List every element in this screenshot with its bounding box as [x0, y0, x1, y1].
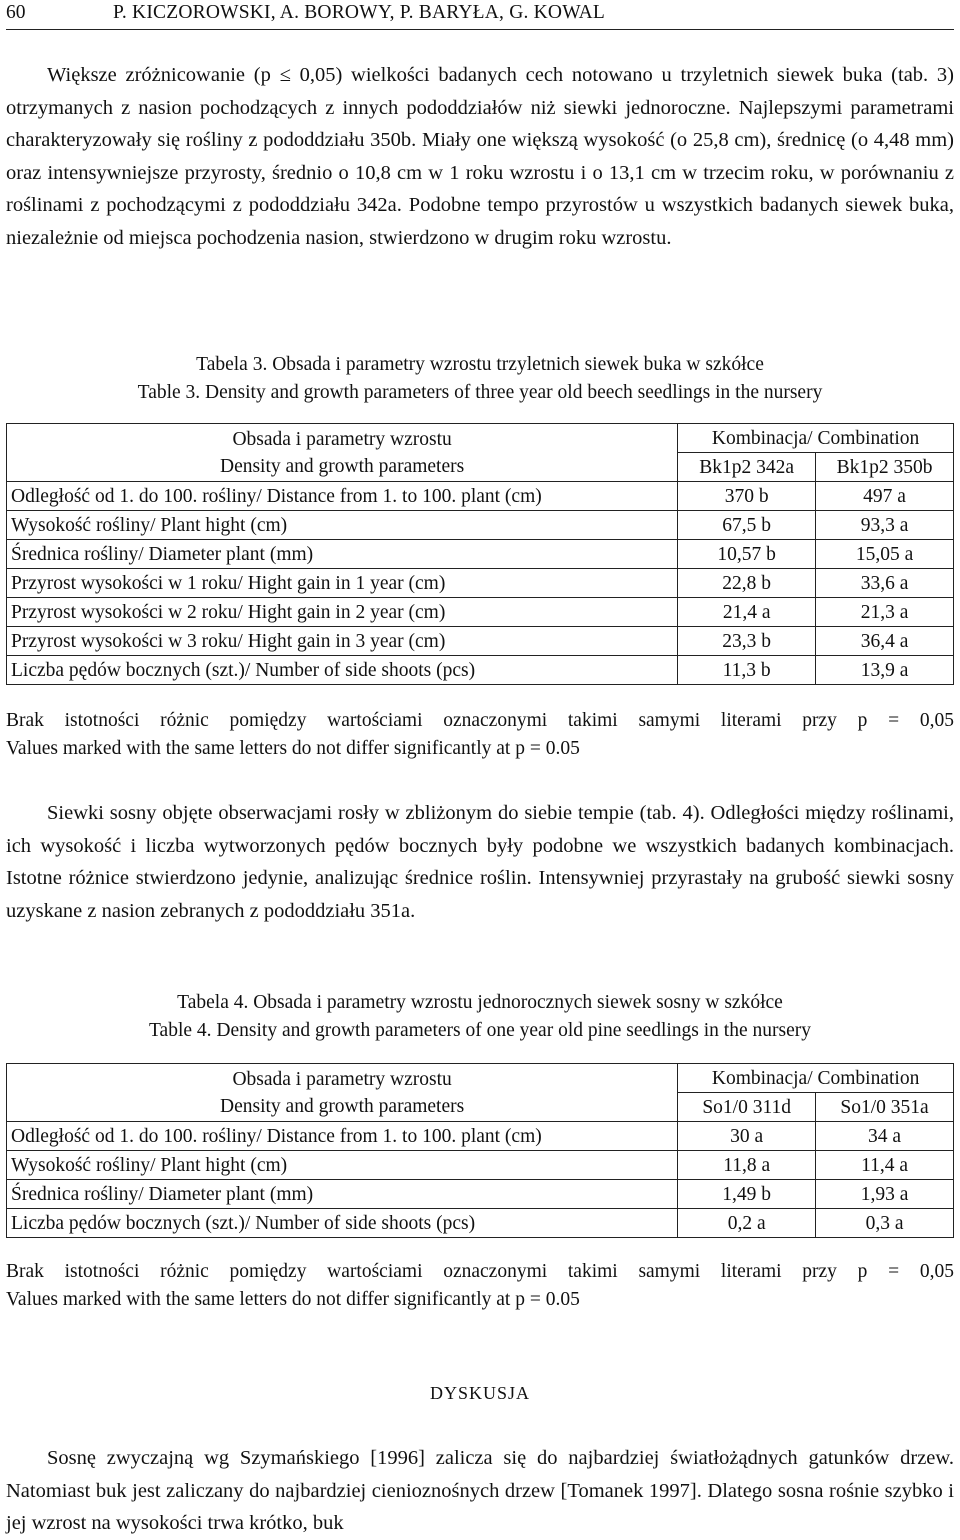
- table-row: [7, 1209, 954, 1238]
- paragraph-discussion: Sosnę zwyczajną wg Szymańskiego [1996] zalicza się do najbardziej światłożądnych gatunków drzew. Natomiast buk jest zaliczany do najbardziej cienioznośnych drzew [Tomanek 1997]. Dlatego sosna rośnie szybko i jej wzrost na wysokości trwa krótko, buk: [6, 1447, 954, 1535]
- cell-value: 13,9 a: [816, 656, 954, 685]
- section-heading: DYSKUSJA: [429, 1383, 531, 1403]
- table3-param-header-en: Density and growth parameters: [219, 455, 465, 477]
- table-row: [7, 511, 954, 540]
- cell-value: 0,2 a: [678, 1209, 816, 1238]
- paragraph-pine-results: Siewki sosny objęte obserwacjami rosły w zbliżonym do siebie tempie (tab. 4). Odległości między roślinami, ich wysokość i liczba wytworzonych pędów bocznych były podobne we wszystkich badanych kombinacjach. Istotne różnice stwierdzono jedynie, analizując średnice roślin. Intensywniej przyrastały na grubość siewki sosny uzyskane z nasion zebranych z pododdziału 351a.: [6, 802, 954, 922]
- table4-caption-pl: Tabela 4. Obsada i parametry wzrostu jednorocznych siewek sosny w szkółce: [177, 992, 783, 1013]
- table4-combination-header: Kombinacja/ Combination: [678, 1064, 954, 1093]
- cell-value: 30 a: [678, 1122, 816, 1151]
- cell-value: 11,3 b: [678, 656, 816, 685]
- table-row: [7, 540, 954, 569]
- table-row: [7, 1122, 954, 1151]
- table-row: [7, 1180, 954, 1209]
- row-label: Wysokość rośliny/ Plant hight (cm): [7, 511, 678, 540]
- row-label: Średnica rośliny/ Diameter plant (mm): [7, 1180, 678, 1209]
- cell-value: 93,3 a: [816, 511, 954, 540]
- row-label: Przyrost wysokości w 3 roku/ Hight gain in 3 year (cm): [7, 627, 678, 656]
- row-label: Odległość od 1. do 100. rośliny/ Distance from 1. to 100. plant (cm): [7, 1122, 678, 1151]
- table3-col-header: Bk1p2 350b: [816, 453, 954, 482]
- table4-col-header: So1/0 351a: [816, 1093, 954, 1122]
- row-label: Średnica rośliny/ Diameter plant (mm): [7, 540, 678, 569]
- table-row: [7, 598, 954, 627]
- table-row: [7, 656, 954, 685]
- cell-value: 67,5 b: [678, 511, 816, 540]
- table4-param-header: [7, 1064, 678, 1122]
- table4-footnote: [6, 1258, 954, 1314]
- table3-footnote-en: Values marked with the same letters do not differ significantly at p = 0.05: [6, 738, 580, 759]
- cell-value: 33,6 a: [816, 569, 954, 598]
- cell-value: 21,3 a: [816, 598, 954, 627]
- row-label: Odległość od 1. do 100. rośliny/ Distance from 1. to 100. plant (cm): [7, 482, 678, 511]
- table-row: [7, 1151, 954, 1180]
- row-label: Wysokość rośliny/ Plant hight (cm): [7, 1151, 678, 1180]
- table4-col-header: So1/0 311d: [678, 1093, 816, 1122]
- table4-param-header-pl: Obsada i parametry wzrostu: [232, 1068, 452, 1090]
- row-label: Liczba pędów bocznych (szt.)/ Number of side shoots (pcs): [7, 656, 678, 685]
- table3-caption-en: Table 3. Density and growth parameters of three year old beech seedlings in the nursery: [137, 382, 823, 403]
- table3-param-header-pl: Obsada i parametry wzrostu: [232, 428, 452, 450]
- cell-value: 11,4 a: [816, 1151, 954, 1180]
- document-page: [6, 0, 954, 1535]
- cell-value: 1,93 a: [816, 1180, 954, 1209]
- table3-footnote: [6, 707, 954, 763]
- row-label: Przyrost wysokości w 2 roku/ Hight gain in 2 year (cm): [7, 598, 678, 627]
- cell-value: 10,57 b: [678, 540, 816, 569]
- cell-value: 34 a: [816, 1122, 954, 1151]
- cell-value: 36,4 a: [816, 627, 954, 656]
- table4: [6, 1063, 954, 1238]
- cell-value: 1,49 b: [678, 1180, 816, 1209]
- paragraph-beech-results: Większe zróżnicowanie (p ≤ 0,05) wielkości badanych cech notowano u trzyletnich siewek buka (tab. 3) otrzymanych z nasion pochodzących z innych pododdziałów niż siewki jednoroczne. Najlepszymi parametrami charakteryzowały się rośliny z pododdziału 350b. Miały one większą wysokość (o 25,8 cm), średnicę (o 4,48 mm) oraz intensywniejsze przyrosty, średnio o 10,8 cm w 1 roku wzrostu i o 13,1 cm w trzecim roku, w porównaniu z roślinami z pochodzącymi z pododdziału 342a. Podobne tempo przyrostów u wszystkich badanych siewek buka, niezależnie od miejsca pochodzenia nasion, stwierdzono w drugim roku wzrostu.: [6, 64, 954, 249]
- table3-param-header: [7, 424, 678, 482]
- row-label: Liczba pędów bocznych (szt.)/ Number of side shoots (pcs): [7, 1209, 678, 1238]
- table4-footnote-pl: Brak istotności różnic pomiędzy wartościami oznaczonymi takimi samymi literami przy p = 0,05: [6, 1261, 954, 1282]
- cell-value: 0,3 a: [816, 1209, 954, 1238]
- table3-col-header: Bk1p2 342a: [678, 453, 816, 482]
- table4-param-header-en: Density and growth parameters: [220, 1095, 465, 1117]
- cell-value: 11,8 a: [678, 1151, 816, 1180]
- table3-footnote-pl: Brak istotności różnic pomiędzy wartościami oznaczonymi takimi samymi literami przy p = 0,05: [6, 710, 954, 731]
- table-row: [7, 627, 954, 656]
- table3-caption-pl: Tabela 3. Obsada i parametry wzrostu trzyletnich siewek buka w szkółce: [196, 354, 764, 375]
- table-row: [7, 569, 954, 598]
- table3-caption: [6, 351, 954, 407]
- table4-caption: [6, 989, 954, 1045]
- table-row: [7, 482, 954, 511]
- table3: [6, 423, 954, 685]
- cell-value: 21,4 a: [678, 598, 816, 627]
- page-number: 60: [6, 2, 26, 23]
- cell-value: 370 b: [678, 482, 816, 511]
- cell-value: 15,05 a: [816, 540, 954, 569]
- running-header: [6, 0, 954, 30]
- cell-value: 497 a: [816, 482, 954, 511]
- row-label: Przyrost wysokości w 1 roku/ Hight gain in 1 year (cm): [7, 569, 678, 598]
- table4-caption-en: Table 4. Density and growth parameters of one year old pine seedlings in the nursery: [149, 1020, 811, 1041]
- table3-combination-header: Kombinacja/ Combination: [678, 424, 954, 453]
- cell-value: 23,3 b: [678, 627, 816, 656]
- table4-footnote-en: Values marked with the same letters do not differ significantly at p = 0.05: [6, 1289, 580, 1310]
- running-header-authors: P. KICZOROWSKI, A. BOROWY, P. BARYŁA, G. KOWAL: [113, 2, 606, 23]
- cell-value: 22,8 b: [678, 569, 816, 598]
